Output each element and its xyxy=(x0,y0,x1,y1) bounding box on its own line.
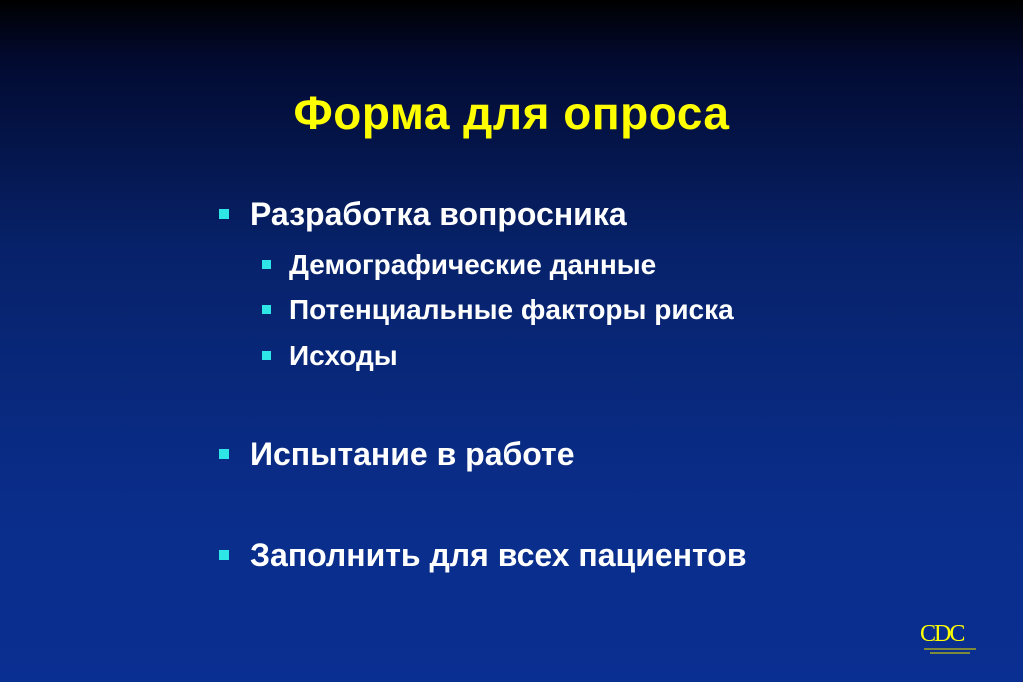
bullet-marker-icon xyxy=(219,550,229,560)
sub-bullet-text: Демографические данные xyxy=(289,249,657,280)
bullet-marker-icon xyxy=(262,305,271,314)
bullet-text: Испытание в работе xyxy=(250,436,575,472)
bullet-item xyxy=(250,537,746,574)
logo-text: CDC xyxy=(920,621,964,647)
bullet-text: Заполнить для всех пациентов xyxy=(250,537,747,573)
sub-bullet-text: Исходы xyxy=(289,340,398,371)
bullet-marker-icon xyxy=(262,260,271,269)
sub-bullet-item xyxy=(289,294,734,326)
bullet-item xyxy=(250,196,627,233)
sub-bullet-text: Потенциальные факторы риска xyxy=(289,294,734,325)
bullet-item xyxy=(250,436,575,473)
bullet-marker-icon xyxy=(219,209,229,219)
sub-bullet-item xyxy=(289,340,398,372)
bullet-marker-icon xyxy=(262,351,271,360)
bullet-text: Разработка вопросника xyxy=(250,196,627,232)
logo-subline xyxy=(930,652,970,654)
logo-subline xyxy=(924,648,976,650)
sub-bullet-item xyxy=(289,249,656,281)
bullet-marker-icon xyxy=(219,449,229,459)
slide-title: Форма для опроса xyxy=(293,87,730,139)
cdc-logo xyxy=(920,622,978,656)
